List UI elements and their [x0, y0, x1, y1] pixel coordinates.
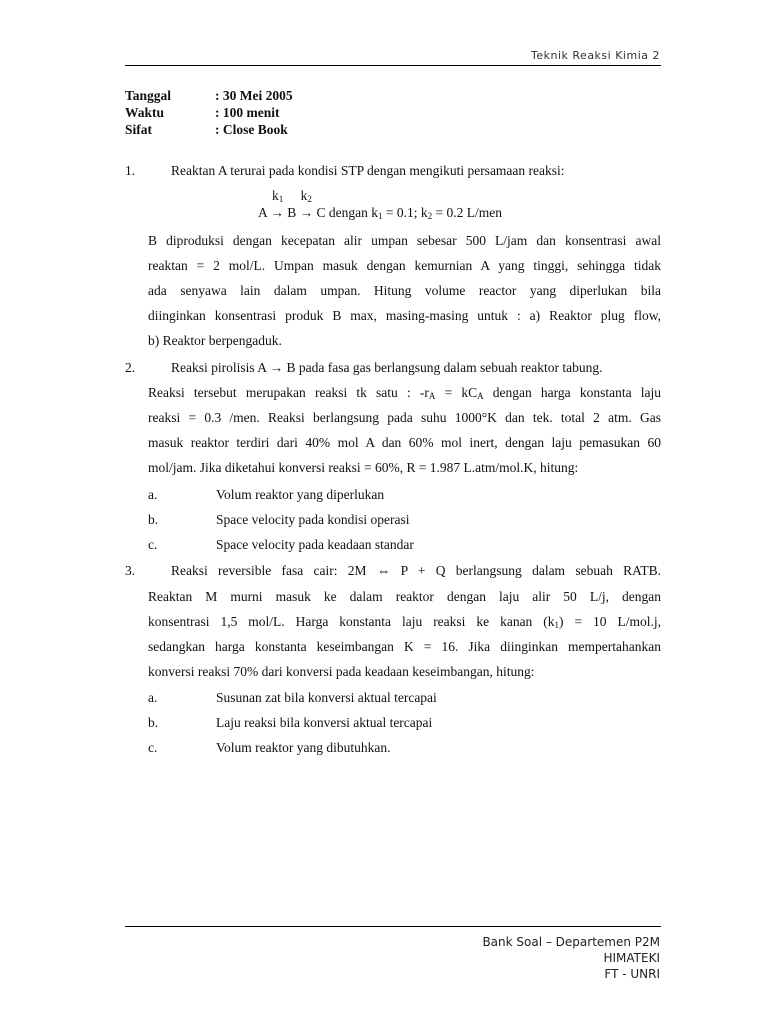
meta-value: : 100 menit [215, 105, 280, 120]
sub-question-text: Laju reaksi bila konversi aktual tercapai [216, 715, 433, 730]
question-text: Reaktan A terurai pada kondisi STP dengan mengikuti persamaan reaksi: [171, 163, 565, 178]
sub-question-text: Volum reaktor yang dibutuhkan. [216, 740, 391, 755]
question-number: 3. [125, 563, 136, 578]
question-text-line: diinginkan konsentrasi produk B max, masing-masing untuk : a) Reaktor plug flow, [148, 308, 661, 323]
reaction-equation: A → B → C dengan $k_1 = 0.1$; $k_2 = 0.2$ L/men [258, 205, 502, 221]
question-text-line: B diproduksi dengan kecepatan alir umpan sebesar 500 L/jam dan konsentrasi awal [148, 233, 661, 248]
sub-question-letter: c. [148, 537, 158, 552]
question-text-line: Reaksi tersebut merupakan reaksi tk satu : $-r_A = kC_A$ dengan harga konstanta laju [148, 385, 661, 401]
question-text-line: masuk reaktor terdiri dari 40% mol A dan 60% mol inert, dengan laju pemasukan 60 [148, 435, 661, 450]
question-number: 1. [125, 163, 136, 178]
question-text-line: konversi reaksi 70% dari konversi pada keadaan keseimbangan, hitung: [148, 664, 535, 679]
meta-row-time [125, 104, 293, 121]
question-text: Reaksi pirolisis A → B pada fasa gas berlangsung dalam sebuah reaktor tabung. [171, 360, 603, 375]
question-text-line: Reaktan M murni masuk ke dalam reaktor dengan laju alir 50 L/j, dengan [148, 589, 661, 604]
meta-value: : 30 Mei 2005 [215, 88, 293, 103]
question-text-line: reaktan = 2 mol/L. Umpan masuk dengan kemurnian A yang tinggi, sehingga tidak [148, 258, 661, 273]
meta-label: Waktu [125, 105, 165, 120]
question-number: 2. [125, 360, 136, 375]
footer-line: HIMATEKI [603, 951, 660, 965]
sub-question-text: Space velocity pada kondisi operasi [216, 512, 410, 527]
k1-label: $k_1$ [272, 188, 284, 204]
question-text-line: reaksi = 0.3 /men. Reaksi berlangsung pada suhu 1000°K dan tek. total 2 atm. Gas [148, 410, 661, 425]
question-text-line: mol/jam. Jika diketahui konversi reaksi = 60%, R = 1.987 L.atm/mol.K, hitung: [148, 460, 579, 475]
meta-value: : Close Book [215, 122, 288, 137]
sub-question-letter: c. [148, 740, 158, 755]
question-text-line: sedangkan harga konstanta keseimbangan K = 16. Jika diinginkan mempertahankan [148, 639, 661, 654]
sub-question-text: Susunan zat bila konversi aktual tercapai [216, 690, 437, 705]
sub-question-letter: b. [148, 715, 159, 730]
sub-question-letter: b. [148, 512, 159, 527]
header-divider [125, 65, 661, 66]
meta-label: Sifat [125, 122, 152, 137]
meta-label: Tanggal [125, 88, 172, 103]
question-text: Reaksi reversible fasa cair: 2M ⇔ P + Q berlangsung dalam sebuah RATB. [171, 563, 661, 578]
k2-label: $k_2$ [300, 188, 312, 204]
page-footer [482, 934, 660, 982]
meta-row-nature [125, 121, 293, 138]
rate-constant-labels [272, 188, 312, 204]
exam-meta [125, 87, 293, 138]
question-text-line: konsentrasi 1,5 mol/L. Harga konstanta laju reaksi ke kanan $(k_1) = 10$ L/mol.j, [148, 614, 661, 630]
page-header-title: Teknik Reaksi Kimia 2 [531, 49, 660, 62]
sub-question-letter: a. [148, 487, 158, 502]
footer-divider [125, 926, 661, 927]
question-text-line: ada senyawa lain dalam umpan. Hitung volume reactor yang diperlukan bila [148, 283, 661, 298]
question-text-line: b) Reaktor berpengaduk. [148, 333, 282, 348]
meta-row-date [125, 87, 293, 104]
footer-line: FT - UNRI [604, 967, 660, 981]
sub-question-letter: a. [148, 690, 158, 705]
footer-line: Bank Soal – Departemen P2M [482, 935, 660, 949]
sub-question-text: Space velocity pada keadaan standar [216, 537, 414, 552]
sub-question-text: Volum reaktor yang diperlukan [216, 487, 385, 502]
